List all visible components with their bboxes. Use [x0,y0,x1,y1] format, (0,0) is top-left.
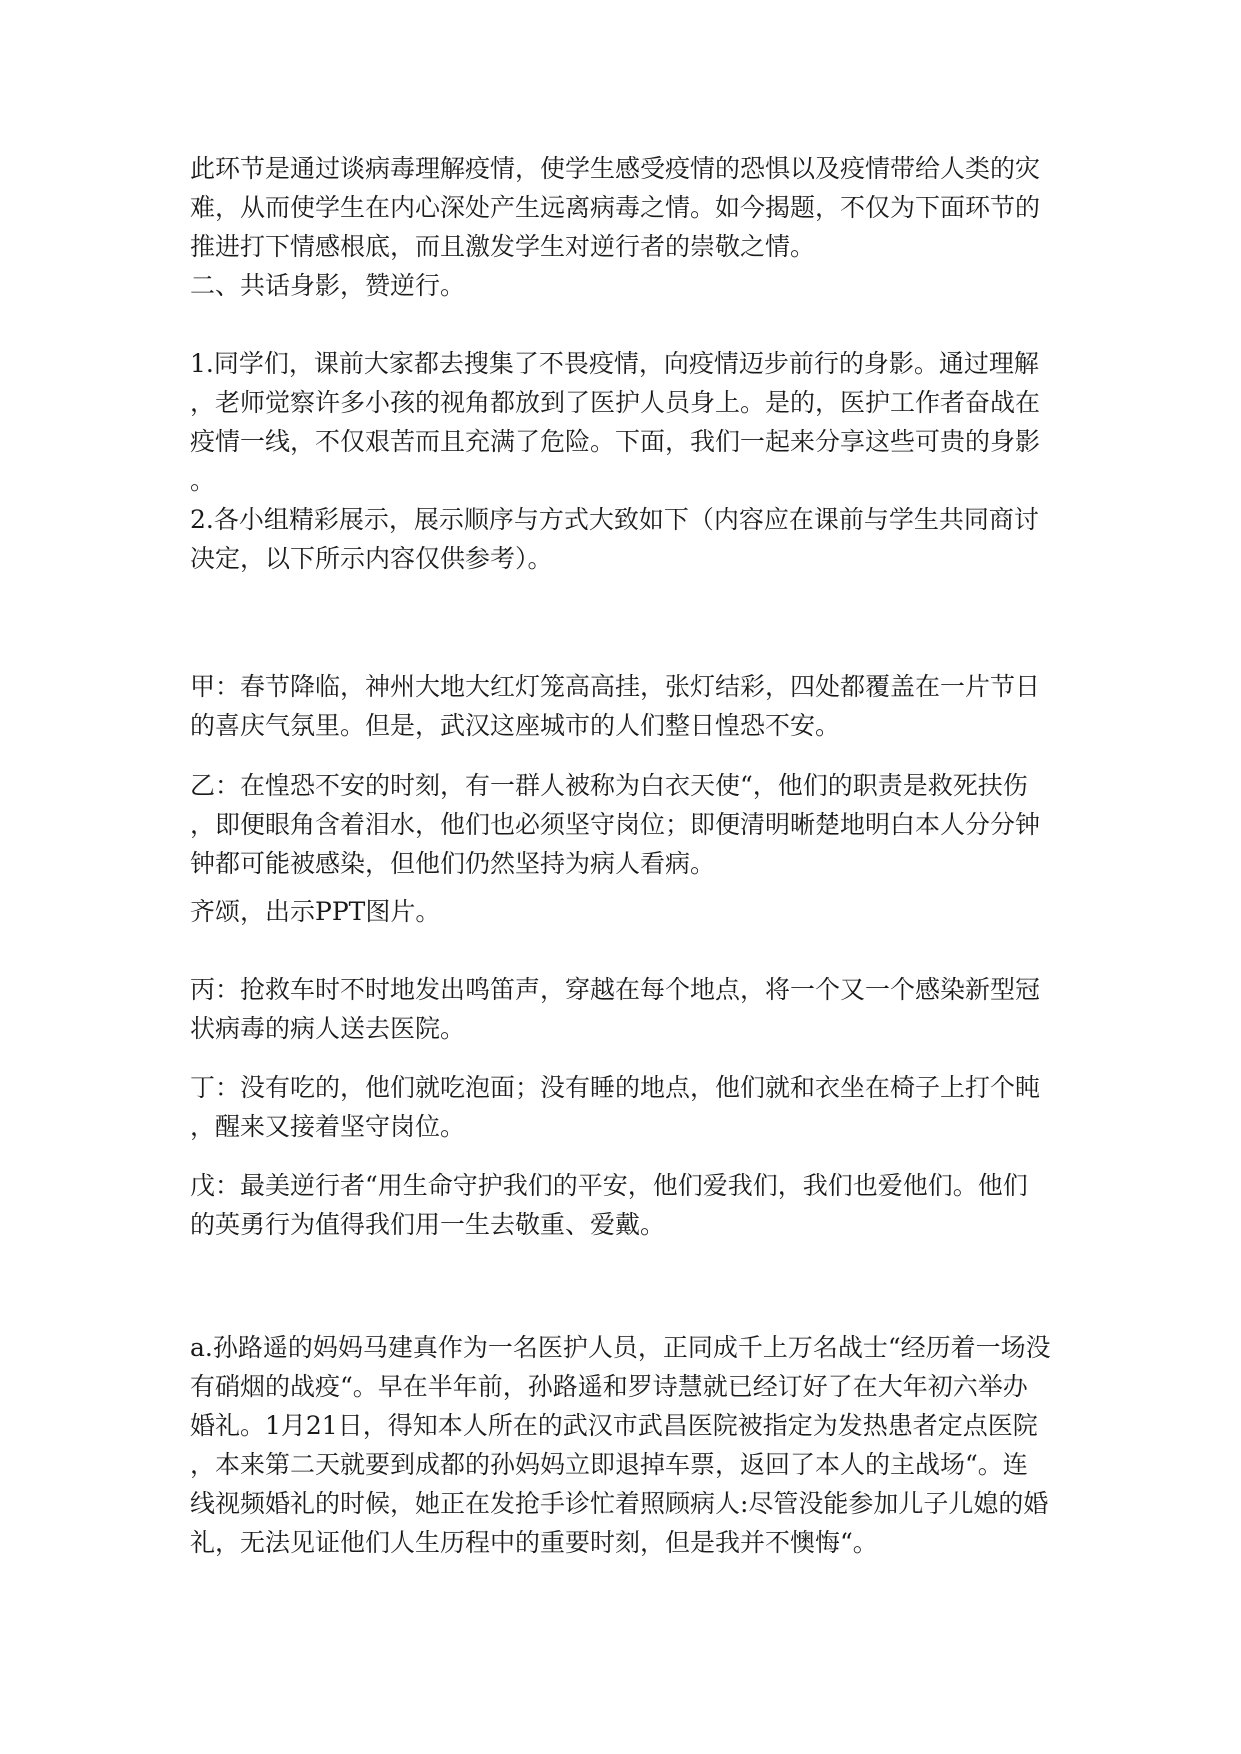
text-line: 婚礼。1月21日，得知本人所在的武汉市武昌医院被指定为发热患者定点医院 [190,1411,1038,1440]
section-heading [190,266,465,305]
paragraph-speaker-jia [190,667,1040,745]
paragraph-step-1 [190,344,1040,500]
text-line: 齐颂，出示PPT图片。 [190,897,441,926]
text-line: 线视频婚礼的时候，她正在发抢手诊忙着照顾病人:尽管没能参加儿子儿媳的婚 [190,1489,1049,1518]
text-line: 决定，以下所示内容仅供参考）。 [190,544,553,573]
text-line: ，即便眼角含着泪水，他们也必须坚守岗位；即便清明晰楚地明白本人分分钟 [190,810,1041,839]
text-line: 此环节是通过谈病毒理解疫情，使学生感受疫情的恐惧以及疫情带给人类的灾 [190,154,1041,183]
paragraph-speaker-wu [190,1166,1028,1244]
text-line: 1.同学们，课前大家都去搜集了不畏疫情，向疫情迈步前行的身影。通过理解 [190,349,1039,378]
text-line: 推进打下情感根底，而且激发学生对逆行者的崇敬之情。 [190,232,816,261]
text-line: ，老师觉察许多小孩的视角都放到了医护人员身上。是的，医护工作者奋战在 [190,388,1041,417]
paragraph-step-2 [190,500,1039,578]
paragraph-speaker-yi [190,766,1040,883]
paragraph-chorus [190,892,440,931]
text-line: 2.各小组精彩展示，展示顺序与方式大致如下（内容应在课前与学生共同商讨 [190,505,1039,534]
text-line: 有硝烟的战疫“。早在半年前，孙路遥和罗诗慧就已经订好了在大年初六举办 [190,1372,1028,1401]
text-line: ，本来第二天就要到成都的孙妈妈立即退掉车票，返回了本人的主战场“。连 [190,1450,1028,1479]
paragraph-story-a [190,1328,1051,1562]
text-line: 二、共话身影，赞逆行。 [190,271,466,300]
paragraph-speaker-bing [190,970,1040,1048]
text-line: 乙：在惶恐不安的时刻，有一群人被称为白衣天使“，他们的职责是救死扶伤 [190,771,1028,800]
text-line: 戊：最美逆行者“用生命守护我们的平安，他们爱我们，我们也爱他们。他们 [190,1171,1028,1200]
text-line: a.孙路遥的妈妈马建真作为一名医护人员，正同成千上万名战士“经历着一场没 [190,1333,1051,1362]
text-line: 难，从而使学生在内心深处产生远离病毒之情。如今揭题，不仅为下面环节的 [190,193,1041,222]
text-line: 疫情一线，不仅艰苦而且充满了危险。下面，我们一起来分享这些可贵的身影 [190,427,1041,456]
text-line: 丙：抢救车时不时地发出鸣笛声，穿越在每个地点，将一个又一个感染新型冠 [190,975,1041,1004]
paragraph-speaker-ding [190,1068,1040,1146]
text-line: ，醒来又接着坚守岗位。 [190,1112,466,1141]
text-line: 的英勇行为值得我们用一生去敬重、爱戴。 [190,1210,666,1239]
text-line: 。 [190,466,216,495]
paragraph-intro-summary [190,149,1040,266]
text-line: 状病毒的病人送去医院。 [190,1014,466,1043]
text-line: 甲：春节降临，神州大地大红灯笼高高挂，张灯结彩，四处都覆盖在一片节日 [190,672,1041,701]
text-line: 钟都可能被感染，但他们仍然坚持为病人看病。 [190,849,716,878]
text-line: 丁：没有吃的，他们就吃泡面；没有睡的地点，他们就和衣坐在椅子上打个盹 [190,1073,1041,1102]
text-line: 礼，无法见证他们人生历程中的重要时刻，但是我并不懊悔“。 [190,1528,878,1557]
text-line: 的喜庆气氛里。但是，武汉这座城市的人们整日惶恐不安。 [190,711,841,740]
